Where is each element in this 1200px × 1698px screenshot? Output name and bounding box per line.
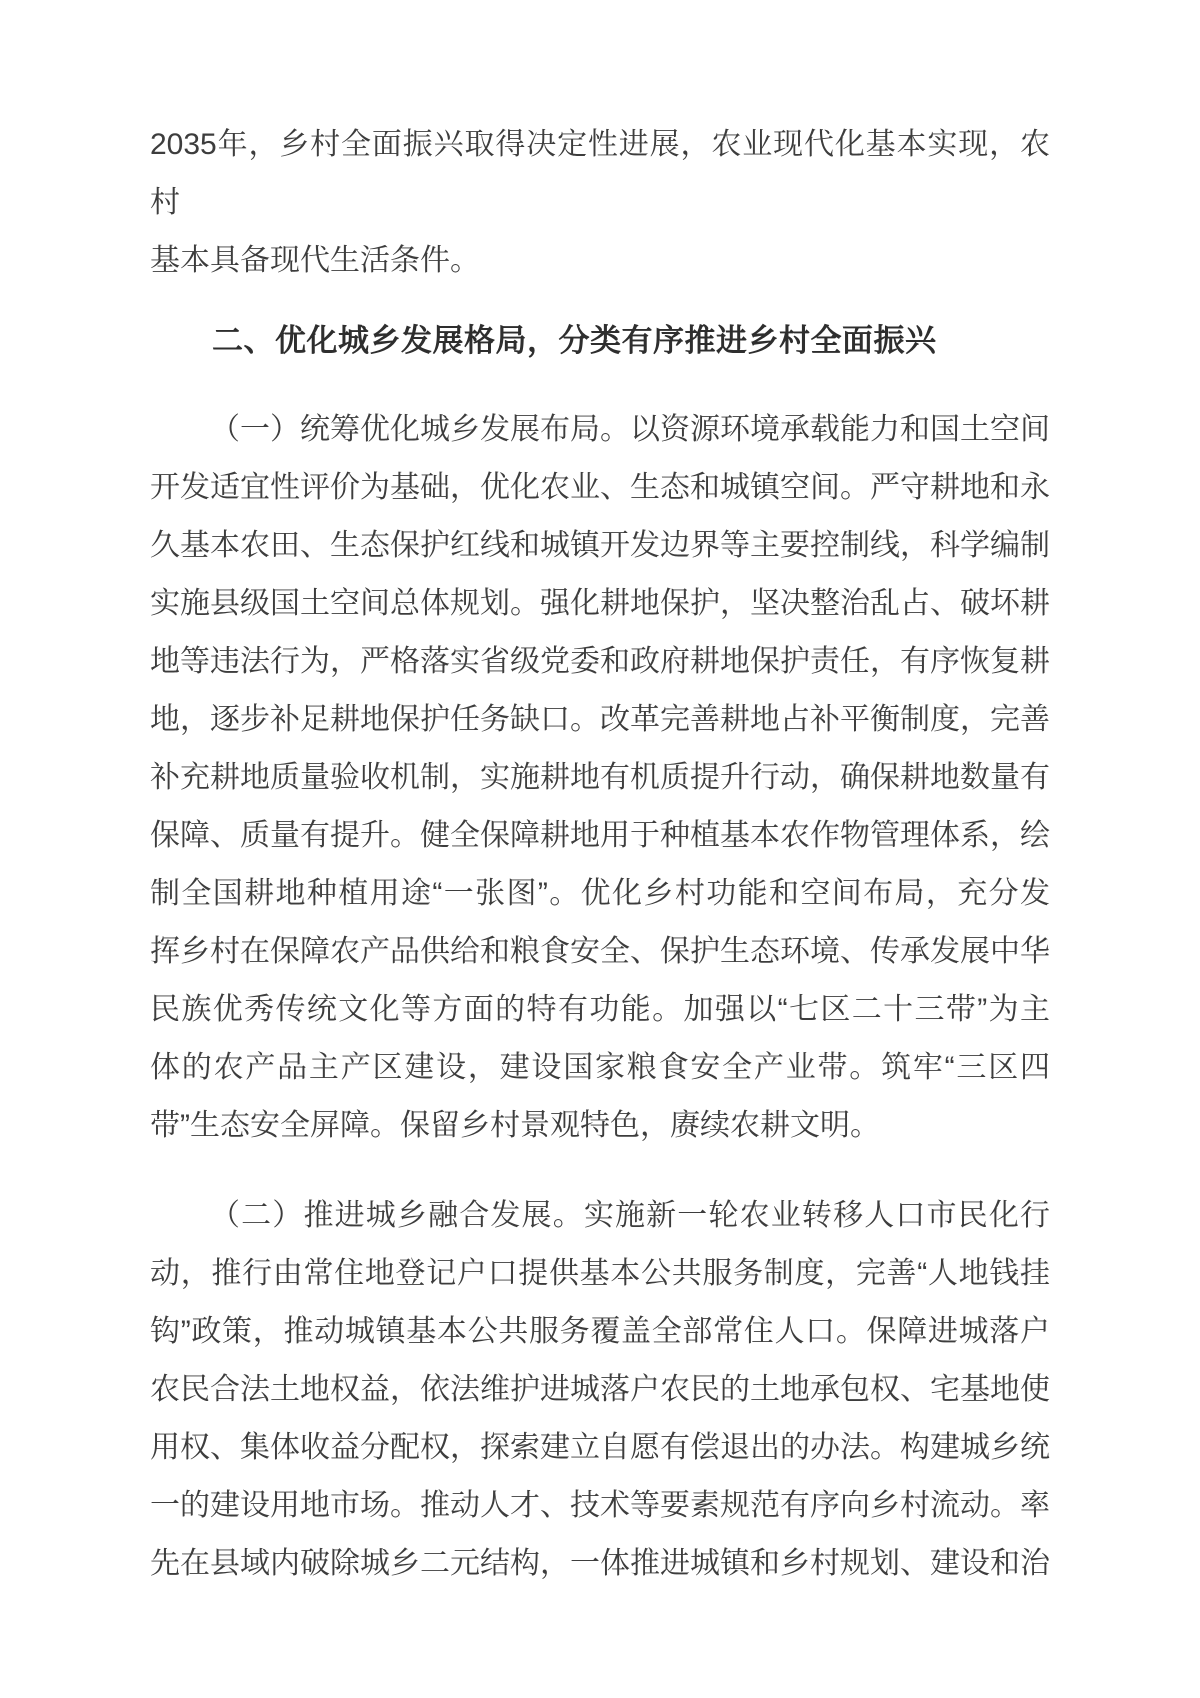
text-line: 农民合法土地权益，依法维护进城落户农民的土地承包权、宅基地使 bbox=[150, 1373, 1050, 1406]
text-line: 制全国耕地种植用途“一张图”。优化乡村功能和空间布局，充分发 bbox=[150, 877, 1050, 910]
text-line: 地，逐步补足耕地保护任务缺口。改革完善耕地占补平衡制度，完善 bbox=[150, 703, 1050, 736]
section-heading: 二、优化城乡发展格局，分类有序推进乡村全面振兴 bbox=[212, 323, 937, 358]
text-line: 保障、质量有提升。健全保障耕地用于种植基本农作物管理体系，绘 bbox=[150, 819, 1050, 852]
text-line: 钩”政策，推动城镇基本公共服务覆盖全部常住人口。保障进城落户 bbox=[150, 1315, 1050, 1348]
text-line: 久基本农田、生态保护红线和城镇开发边界等主要控制线，科学编制 bbox=[150, 529, 1050, 562]
text-line: 补充耕地质量验收机制，实施耕地有机质提升行动，确保耕地数量有 bbox=[150, 761, 1050, 794]
text-line: 动，推行由常住地登记户口提供基本公共服务制度，完善“人地钱挂 bbox=[150, 1257, 1050, 1290]
text-line: 地等违法行为，严格落实省级党委和政府耕地保护责任，有序恢复耕 bbox=[150, 645, 1050, 678]
text-line: （二）推进城乡融合发展。实施新一轮农业转移人口市民化行 bbox=[210, 1199, 1050, 1232]
text-line: 挥乡村在保障农产品供给和粮食安全、保护生态环境、传承发展中华 bbox=[150, 935, 1050, 968]
paragraph-1 bbox=[150, 401, 1050, 1155]
text-line: 实施县级国土空间总体规划。强化耕地保护，坚决整治乱占、破坏耕 bbox=[150, 587, 1050, 620]
text-line: 带”生态安全屏障。保留乡村景观特色，赓续农耕文明。 bbox=[150, 1109, 880, 1142]
text-line: （一）统筹优化城乡发展布局。以资源环境承载能力和国土空间 bbox=[210, 413, 1050, 446]
text-line: 体的农产品主产区建设，建设国家粮食安全产业带。筑牢“三区四 bbox=[150, 1051, 1050, 1084]
text-line: 一的建设用地市场。推动人才、技术等要素规范有序向乡村流动。率 bbox=[150, 1489, 1050, 1522]
paragraph-2 bbox=[150, 1187, 1050, 1593]
text-line: 2035年，乡村全面振兴取得决定性进展，农业现代化基本实现，农村 bbox=[150, 128, 1050, 219]
text-line: 民族优秀传统文化等方面的特有功能。加强以“七区二十三带”为主 bbox=[150, 993, 1050, 1026]
text-line: 先在县域内破除城乡二元结构，一体推进城镇和乡村规划、建设和治 bbox=[150, 1547, 1050, 1580]
text-line: 基本具备现代生活条件。 bbox=[150, 244, 480, 277]
text-line: 用权、集体收益分配权，探索建立自愿有偿退出的办法。构建城乡统 bbox=[150, 1431, 1050, 1464]
document-content bbox=[150, 116, 1050, 1625]
text-line: 开发适宜性评价为基础，优化农业、生态和城镇空间。严守耕地和永 bbox=[150, 471, 1050, 504]
paragraph-continuation bbox=[150, 116, 1050, 290]
